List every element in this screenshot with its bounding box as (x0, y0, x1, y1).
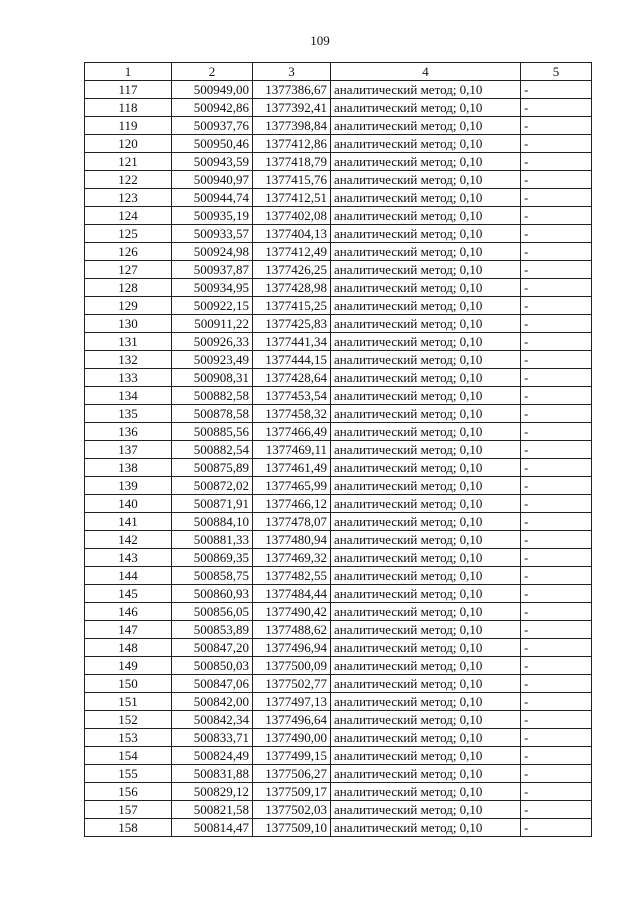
cell-x-coordinate: 500871,91 (172, 495, 253, 513)
table-row (85, 783, 592, 801)
cell-method: аналитический метод; 0,10 (331, 153, 521, 171)
table-row (85, 603, 592, 621)
cell-point-number: 150 (85, 675, 172, 693)
table-row (85, 711, 592, 729)
cell-x-coordinate: 500869,35 (172, 549, 253, 567)
cell-note: - (521, 333, 592, 351)
cell-point-number: 151 (85, 693, 172, 711)
table-row (85, 405, 592, 423)
cell-note: - (521, 99, 592, 117)
table-row (85, 387, 592, 405)
cell-method: аналитический метод; 0,10 (331, 369, 521, 387)
cell-x-coordinate: 500814,47 (172, 819, 253, 837)
cell-x-coordinate: 500882,58 (172, 387, 253, 405)
cell-x-coordinate: 500881,33 (172, 531, 253, 549)
cell-note: - (521, 387, 592, 405)
cell-y-coordinate: 1377428,98 (253, 279, 331, 297)
cell-note: - (521, 585, 592, 603)
cell-method: аналитический метод; 0,10 (331, 621, 521, 639)
cell-point-number: 142 (85, 531, 172, 549)
cell-y-coordinate: 1377478,07 (253, 513, 331, 531)
cell-x-coordinate: 500856,05 (172, 603, 253, 621)
cell-y-coordinate: 1377469,32 (253, 549, 331, 567)
cell-y-coordinate: 1377444,15 (253, 351, 331, 369)
cell-note: - (521, 189, 592, 207)
table-row (85, 351, 592, 369)
cell-note: - (521, 297, 592, 315)
cell-point-number: 148 (85, 639, 172, 657)
cell-point-number: 147 (85, 621, 172, 639)
table-row (85, 513, 592, 531)
cell-y-coordinate: 1377458,32 (253, 405, 331, 423)
cell-y-coordinate: 1377496,64 (253, 711, 331, 729)
cell-note: - (521, 639, 592, 657)
cell-method: аналитический метод; 0,10 (331, 81, 521, 99)
cell-note: - (521, 405, 592, 423)
table-row (85, 117, 592, 135)
cell-note: - (521, 279, 592, 297)
table-row (85, 567, 592, 585)
cell-x-coordinate: 500824,49 (172, 747, 253, 765)
table-row (85, 729, 592, 747)
cell-note: - (521, 513, 592, 531)
cell-method: аналитический метод; 0,10 (331, 603, 521, 621)
cell-point-number: 157 (85, 801, 172, 819)
cell-point-number: 158 (85, 819, 172, 837)
cell-y-coordinate: 1377499,15 (253, 747, 331, 765)
cell-note: - (521, 117, 592, 135)
cell-point-number: 127 (85, 261, 172, 279)
cell-note: - (521, 81, 592, 99)
cell-x-coordinate: 500831,88 (172, 765, 253, 783)
cell-method: аналитический метод; 0,10 (331, 549, 521, 567)
cell-y-coordinate: 1377418,79 (253, 153, 331, 171)
cell-point-number: 122 (85, 171, 172, 189)
cell-method: аналитический метод; 0,10 (331, 405, 521, 423)
page-number: 109 (310, 33, 330, 48)
cell-y-coordinate: 1377426,25 (253, 261, 331, 279)
cell-x-coordinate: 500858,75 (172, 567, 253, 585)
cell-method: аналитический метод; 0,10 (331, 117, 521, 135)
cell-method: аналитический метод; 0,10 (331, 495, 521, 513)
cell-y-coordinate: 1377404,13 (253, 225, 331, 243)
cell-point-number: 121 (85, 153, 172, 171)
table-row (85, 747, 592, 765)
cell-point-number: 136 (85, 423, 172, 441)
cell-x-coordinate: 500923,49 (172, 351, 253, 369)
cell-y-coordinate: 1377502,77 (253, 675, 331, 693)
table-row (85, 315, 592, 333)
cell-y-coordinate: 1377415,25 (253, 297, 331, 315)
table-row (85, 423, 592, 441)
cell-method: аналитический метод; 0,10 (331, 279, 521, 297)
table-header-row (85, 63, 592, 81)
cell-x-coordinate: 500935,19 (172, 207, 253, 225)
cell-method: аналитический метод; 0,10 (331, 675, 521, 693)
cell-x-coordinate: 500937,76 (172, 117, 253, 135)
cell-point-number: 138 (85, 459, 172, 477)
cell-note: - (521, 459, 592, 477)
cell-x-coordinate: 500860,93 (172, 585, 253, 603)
cell-point-number: 119 (85, 117, 172, 135)
cell-note: - (521, 225, 592, 243)
cell-method: аналитический метод; 0,10 (331, 567, 521, 585)
cell-y-coordinate: 1377386,67 (253, 81, 331, 99)
cell-y-coordinate: 1377441,34 (253, 333, 331, 351)
cell-method: аналитический метод; 0,10 (331, 387, 521, 405)
cell-y-coordinate: 1377425,83 (253, 315, 331, 333)
cell-y-coordinate: 1377482,55 (253, 567, 331, 585)
column-header-x: 2 (172, 63, 253, 81)
table-row (85, 459, 592, 477)
cell-point-number: 132 (85, 351, 172, 369)
cell-point-number: 131 (85, 333, 172, 351)
cell-y-coordinate: 1377480,94 (253, 531, 331, 549)
cell-x-coordinate: 500847,06 (172, 675, 253, 693)
cell-method: аналитический метод; 0,10 (331, 531, 521, 549)
table-row (85, 639, 592, 657)
cell-y-coordinate: 1377506,27 (253, 765, 331, 783)
cell-note: - (521, 657, 592, 675)
cell-note: - (521, 675, 592, 693)
cell-method: аналитический метод; 0,10 (331, 441, 521, 459)
cell-y-coordinate: 1377490,42 (253, 603, 331, 621)
cell-y-coordinate: 1377402,08 (253, 207, 331, 225)
cell-point-number: 123 (85, 189, 172, 207)
table-row (85, 495, 592, 513)
cell-note: - (521, 621, 592, 639)
cell-point-number: 146 (85, 603, 172, 621)
cell-y-coordinate: 1377469,11 (253, 441, 331, 459)
cell-x-coordinate: 500926,33 (172, 333, 253, 351)
table-row (85, 477, 592, 495)
cell-point-number: 155 (85, 765, 172, 783)
cell-y-coordinate: 1377502,03 (253, 801, 331, 819)
cell-y-coordinate: 1377428,64 (253, 369, 331, 387)
cell-x-coordinate: 500821,58 (172, 801, 253, 819)
cell-note: - (521, 315, 592, 333)
cell-x-coordinate: 500937,87 (172, 261, 253, 279)
cell-note: - (521, 549, 592, 567)
cell-x-coordinate: 500850,03 (172, 657, 253, 675)
cell-point-number: 126 (85, 243, 172, 261)
cell-y-coordinate: 1377461,49 (253, 459, 331, 477)
cell-note: - (521, 477, 592, 495)
cell-note: - (521, 207, 592, 225)
cell-x-coordinate: 500943,59 (172, 153, 253, 171)
cell-method: аналитический метод; 0,10 (331, 207, 521, 225)
table-row (85, 189, 592, 207)
table-row (85, 207, 592, 225)
cell-note: - (521, 261, 592, 279)
cell-method: аналитический метод; 0,10 (331, 261, 521, 279)
table-body (85, 81, 592, 837)
cell-method: аналитический метод; 0,10 (331, 711, 521, 729)
cell-method: аналитический метод; 0,10 (331, 333, 521, 351)
cell-y-coordinate: 1377497,13 (253, 693, 331, 711)
cell-y-coordinate: 1377392,41 (253, 99, 331, 117)
cell-x-coordinate: 500829,12 (172, 783, 253, 801)
cell-point-number: 135 (85, 405, 172, 423)
cell-point-number: 153 (85, 729, 172, 747)
cell-method: аналитический метод; 0,10 (331, 171, 521, 189)
cell-note: - (521, 693, 592, 711)
cell-note: - (521, 747, 592, 765)
cell-y-coordinate: 1377398,84 (253, 117, 331, 135)
table-row (85, 441, 592, 459)
cell-note: - (521, 369, 592, 387)
cell-x-coordinate: 500933,57 (172, 225, 253, 243)
cell-method: аналитический метод; 0,10 (331, 459, 521, 477)
cell-note: - (521, 351, 592, 369)
cell-y-coordinate: 1377466,12 (253, 495, 331, 513)
cell-method: аналитический метод; 0,10 (331, 783, 521, 801)
cell-note: - (521, 783, 592, 801)
cell-x-coordinate: 500934,95 (172, 279, 253, 297)
cell-method: аналитический метод; 0,10 (331, 243, 521, 261)
cell-x-coordinate: 500884,10 (172, 513, 253, 531)
cell-note: - (521, 531, 592, 549)
column-header-y: 3 (253, 63, 331, 81)
cell-x-coordinate: 500911,22 (172, 315, 253, 333)
cell-point-number: 140 (85, 495, 172, 513)
cell-note: - (521, 171, 592, 189)
cell-point-number: 128 (85, 279, 172, 297)
cell-method: аналитический метод; 0,10 (331, 801, 521, 819)
cell-point-number: 133 (85, 369, 172, 387)
cell-point-number: 130 (85, 315, 172, 333)
cell-point-number: 118 (85, 99, 172, 117)
cell-x-coordinate: 500842,34 (172, 711, 253, 729)
cell-y-coordinate: 1377509,17 (253, 783, 331, 801)
column-header-number: 1 (85, 63, 172, 81)
cell-point-number: 137 (85, 441, 172, 459)
cell-x-coordinate: 500942,86 (172, 99, 253, 117)
table-row (85, 531, 592, 549)
cell-x-coordinate: 500875,89 (172, 459, 253, 477)
cell-y-coordinate: 1377412,51 (253, 189, 331, 207)
cell-y-coordinate: 1377496,94 (253, 639, 331, 657)
cell-x-coordinate: 500853,89 (172, 621, 253, 639)
cell-y-coordinate: 1377484,44 (253, 585, 331, 603)
cell-y-coordinate: 1377453,54 (253, 387, 331, 405)
column-header-note: 5 (521, 63, 592, 81)
cell-method: аналитический метод; 0,10 (331, 423, 521, 441)
cell-y-coordinate: 1377466,49 (253, 423, 331, 441)
table-row (85, 243, 592, 261)
table-row (85, 675, 592, 693)
table-row (85, 99, 592, 117)
cell-point-number: 129 (85, 297, 172, 315)
cell-note: - (521, 801, 592, 819)
cell-point-number: 144 (85, 567, 172, 585)
cell-point-number: 124 (85, 207, 172, 225)
cell-x-coordinate: 500842,00 (172, 693, 253, 711)
cell-note: - (521, 423, 592, 441)
table-row (85, 261, 592, 279)
cell-note: - (521, 495, 592, 513)
cell-x-coordinate: 500885,56 (172, 423, 253, 441)
cell-method: аналитический метод; 0,10 (331, 225, 521, 243)
table-row (85, 657, 592, 675)
cell-method: аналитический метод; 0,10 (331, 765, 521, 783)
cell-note: - (521, 243, 592, 261)
cell-x-coordinate: 500922,15 (172, 297, 253, 315)
cell-y-coordinate: 1377488,62 (253, 621, 331, 639)
cell-x-coordinate: 500950,46 (172, 135, 253, 153)
table-row (85, 81, 592, 99)
cell-x-coordinate: 500882,54 (172, 441, 253, 459)
table-row (85, 765, 592, 783)
table-row (85, 171, 592, 189)
cell-method: аналитический метод; 0,10 (331, 747, 521, 765)
cell-note: - (521, 135, 592, 153)
cell-method: аналитический метод; 0,10 (331, 585, 521, 603)
cell-method: аналитический метод; 0,10 (331, 189, 521, 207)
cell-method: аналитический метод; 0,10 (331, 99, 521, 117)
cell-note: - (521, 567, 592, 585)
cell-y-coordinate: 1377415,76 (253, 171, 331, 189)
cell-method: аналитический метод; 0,10 (331, 135, 521, 153)
cell-method: аналитический метод; 0,10 (331, 315, 521, 333)
cell-point-number: 143 (85, 549, 172, 567)
cell-x-coordinate: 500847,20 (172, 639, 253, 657)
table-row (85, 135, 592, 153)
cell-point-number: 134 (85, 387, 172, 405)
table-row (85, 279, 592, 297)
cell-y-coordinate: 1377412,86 (253, 135, 331, 153)
cell-point-number: 149 (85, 657, 172, 675)
cell-method: аналитический метод; 0,10 (331, 297, 521, 315)
table-row (85, 621, 592, 639)
cell-point-number: 125 (85, 225, 172, 243)
cell-point-number: 139 (85, 477, 172, 495)
table-row (85, 297, 592, 315)
table-row (85, 585, 592, 603)
cell-x-coordinate: 500924,98 (172, 243, 253, 261)
cell-x-coordinate: 500878,58 (172, 405, 253, 423)
cell-note: - (521, 153, 592, 171)
table-row (85, 369, 592, 387)
cell-note: - (521, 819, 592, 837)
table-row (85, 225, 592, 243)
cell-note: - (521, 765, 592, 783)
table-row (85, 819, 592, 837)
table-row (85, 333, 592, 351)
table-row (85, 693, 592, 711)
cell-x-coordinate: 500908,31 (172, 369, 253, 387)
cell-y-coordinate: 1377465,99 (253, 477, 331, 495)
cell-method: аналитический метод; 0,10 (331, 819, 521, 837)
cell-y-coordinate: 1377509,10 (253, 819, 331, 837)
coordinates-table (84, 62, 592, 837)
cell-y-coordinate: 1377490,00 (253, 729, 331, 747)
cell-method: аналитический метод; 0,10 (331, 729, 521, 747)
cell-method: аналитический метод; 0,10 (331, 693, 521, 711)
cell-point-number: 117 (85, 81, 172, 99)
cell-point-number: 156 (85, 783, 172, 801)
cell-x-coordinate: 500940,97 (172, 171, 253, 189)
cell-point-number: 145 (85, 585, 172, 603)
cell-method: аналитический метод; 0,10 (331, 477, 521, 495)
cell-method: аналитический метод; 0,10 (331, 513, 521, 531)
cell-method: аналитический метод; 0,10 (331, 639, 521, 657)
table-row (85, 801, 592, 819)
cell-x-coordinate: 500833,71 (172, 729, 253, 747)
column-header-method: 4 (331, 63, 521, 81)
cell-y-coordinate: 1377500,09 (253, 657, 331, 675)
cell-point-number: 141 (85, 513, 172, 531)
table-row (85, 549, 592, 567)
table-row (85, 153, 592, 171)
cell-method: аналитический метод; 0,10 (331, 657, 521, 675)
cell-note: - (521, 729, 592, 747)
cell-note: - (521, 603, 592, 621)
cell-x-coordinate: 500944,74 (172, 189, 253, 207)
cell-note: - (521, 711, 592, 729)
cell-point-number: 152 (85, 711, 172, 729)
cell-point-number: 120 (85, 135, 172, 153)
cell-x-coordinate: 500949,00 (172, 81, 253, 99)
cell-point-number: 154 (85, 747, 172, 765)
cell-method: аналитический метод; 0,10 (331, 351, 521, 369)
cell-y-coordinate: 1377412,49 (253, 243, 331, 261)
cell-note: - (521, 441, 592, 459)
cell-x-coordinate: 500872,02 (172, 477, 253, 495)
